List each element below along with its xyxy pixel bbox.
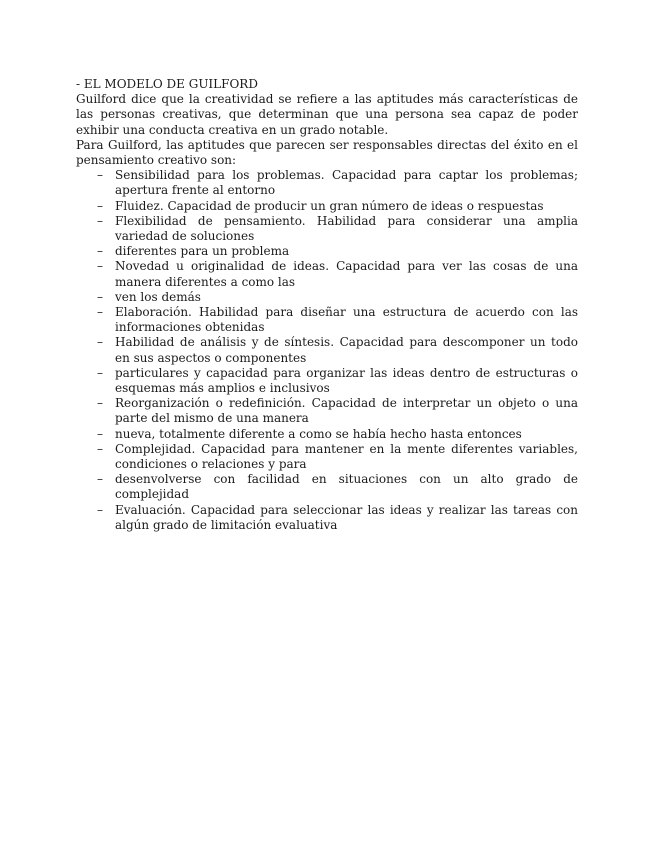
dash-bullet-icon: –: [97, 213, 103, 228]
list-item: [76, 259, 578, 289]
dash-bullet-icon: –: [97, 168, 103, 183]
aptitudes-list: [76, 168, 578, 533]
list-item-text: Complejidad. Capacidad para mantener en la mente diferentes variables, condiciones o relaciones y para: [115, 441, 578, 472]
list-item-text: Fluidez. Capacidad de producir un gran número de ideas o respuestas: [115, 198, 544, 213]
dash-bullet-icon: –: [97, 305, 103, 320]
list-item: [76, 305, 578, 335]
list-item: [76, 244, 578, 259]
list-item: [76, 472, 578, 502]
dash-bullet-icon: –: [97, 396, 103, 411]
list-item: [76, 396, 578, 426]
dash-bullet-icon: –: [97, 472, 103, 487]
list-item-text: Reorganización o redefinición. Capacidad de interpretar un objeto o una parte del mismo de una manera: [115, 396, 578, 426]
dash-bullet-icon: –: [97, 335, 103, 350]
dash-bullet-icon: –: [97, 441, 103, 456]
list-item: [76, 168, 578, 198]
aptitudes-paragraph: Para Guilford, las aptitudes que parecen ser responsables directas del éxito en el pensamiento creativo son:: [76, 137, 578, 168]
list-item-text: particulares y capacidad para organizar las ideas dentro de estructuras o esquemas más amplios e inclusivos: [115, 365, 578, 396]
list-item: [76, 290, 578, 305]
dash-bullet-icon: –: [97, 244, 103, 259]
list-item-text: nueva, totalmente diferente a como se había hecho hasta entonces: [115, 426, 522, 441]
list-item-text: diferentes para un problema: [115, 244, 290, 259]
dash-bullet-icon: –: [97, 502, 103, 517]
list-item: [76, 366, 578, 396]
dash-bullet-icon: –: [97, 259, 103, 274]
list-item-text: Elaboración. Habilidad para diseñar una estructura de acuerdo con las informaciones obtenidas: [115, 305, 578, 335]
list-item: [76, 442, 578, 472]
list-item: [76, 214, 578, 244]
intro-paragraph: Guilford dice que la creatividad se refiere a las aptitudes más características de las personas creativas, que determinan que una persona sea capaz de poder exhibir una conducta creativa en un grado notable.: [76, 92, 578, 137]
list-item: [76, 427, 578, 442]
list-item: [76, 503, 578, 533]
section-heading: - EL MODELO DE GUILFORD: [76, 77, 258, 91]
dash-bullet-icon: –: [97, 289, 103, 304]
list-item-text: Flexibilidad de pensamiento. Habilidad para considerar una amplia variedad de soluciones: [115, 213, 578, 244]
list-item: [76, 199, 578, 214]
list-item: [76, 335, 578, 365]
document-page: [76, 77, 578, 533]
list-item-text: Novedad u originalidad de ideas. Capacidad para ver las cosas de una manera diferentes a como las: [115, 259, 578, 289]
list-item-text: ven los demás: [115, 289, 201, 304]
list-item-text: Sensibilidad para los problemas. Capacidad para captar los problemas; apertura frente al entorno: [115, 168, 578, 198]
dash-bullet-icon: –: [97, 365, 103, 380]
list-item-text: desenvolverse con facilidad en situaciones con un alto grado de complejidad: [115, 472, 578, 502]
dash-bullet-icon: –: [97, 426, 103, 441]
list-item-text: Habilidad de análisis y de síntesis. Capacidad para descomponer un todo en sus aspectos o componentes: [115, 335, 578, 365]
dash-bullet-icon: –: [97, 198, 103, 213]
list-item-text: Evaluación. Capacidad para seleccionar las ideas y realizar las tareas con algún grado de limitación evaluativa: [115, 502, 578, 532]
